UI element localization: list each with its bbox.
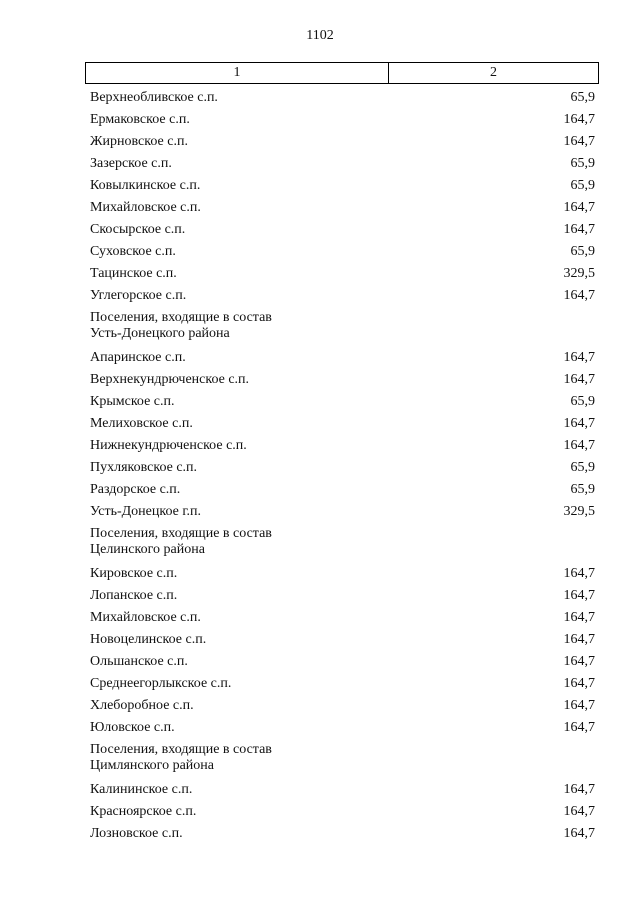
table-row: [90, 607, 595, 629]
table-row: [90, 673, 595, 695]
settlement-name: Ковылкинское с.п.: [90, 178, 201, 193]
settlement-value: 164,7: [563, 350, 595, 365]
table-row: [90, 131, 595, 153]
table-row: [90, 823, 595, 845]
settlement-value: 164,7: [563, 288, 595, 303]
settlement-name: Крымское с.п.: [90, 394, 175, 409]
settlement-name: Михайловское с.п.: [90, 200, 201, 215]
table-row: [90, 779, 595, 801]
table-header: [85, 62, 599, 84]
settlement-value: 329,5: [563, 504, 595, 519]
settlement-name: Кировское с.п.: [90, 566, 178, 581]
settlement-value: 164,7: [563, 632, 595, 647]
page-number: 1102: [306, 28, 334, 43]
table-row: [90, 629, 595, 651]
table-row: [90, 563, 595, 585]
table-row: [90, 413, 595, 435]
table-row: [90, 153, 595, 175]
settlement-name: Лозновское с.п.: [90, 826, 183, 841]
settlement-value: 329,5: [563, 266, 595, 281]
settlement-value: 164,7: [563, 112, 595, 127]
settlement-name: Красноярское с.п.: [90, 804, 197, 819]
table-row: [90, 501, 595, 523]
settlement-value: 65,9: [570, 244, 595, 259]
settlement-value: 164,7: [563, 222, 595, 237]
settlement-name: Новоцелинское с.п.: [90, 632, 207, 647]
settlement-name: Скосырское с.п.: [90, 222, 186, 237]
settlement-value: 65,9: [570, 460, 595, 475]
settlement-name: Верхнекундрюченское с.п.: [90, 372, 250, 387]
settlement-name: Усть-Донецкое г.п.: [90, 504, 201, 519]
settlement-value: 65,9: [570, 156, 595, 171]
settlement-value: 164,7: [563, 134, 595, 149]
settlement-value: 164,7: [563, 826, 595, 841]
table-row: [90, 695, 595, 717]
table-row: [90, 457, 595, 479]
group-heading-line2: Цимлянского района: [90, 758, 214, 773]
table-body: [90, 87, 595, 845]
table-row: [90, 479, 595, 501]
settlement-value: 65,9: [570, 394, 595, 409]
group-heading: [90, 523, 595, 563]
settlement-name: Среднеегорлыкское с.п.: [90, 676, 232, 691]
settlement-value: 164,7: [563, 416, 595, 431]
group-heading: [90, 739, 595, 779]
settlement-value: 65,9: [570, 482, 595, 497]
table-row: [90, 801, 595, 823]
group-heading-line1: Поселения, входящие в состав: [90, 526, 272, 541]
settlement-value: 164,7: [563, 438, 595, 453]
settlement-name: Пухляковское с.п.: [90, 460, 198, 475]
settlement-name: Юловское с.п.: [90, 720, 175, 735]
settlement-name: Михайловское с.п.: [90, 610, 201, 625]
settlement-name: Углегорское с.п.: [90, 288, 187, 303]
settlement-value: 164,7: [563, 200, 595, 215]
table-header-col1: 1: [86, 63, 389, 83]
table-row: [90, 175, 595, 197]
settlement-name: Тацинское с.п.: [90, 266, 177, 281]
settlement-name: Хлеборобное с.п.: [90, 698, 194, 713]
settlement-name: Зазерское с.п.: [90, 156, 172, 171]
settlement-name: Раздорское с.п.: [90, 482, 181, 497]
group-heading-line1: Поселения, входящие в состав: [90, 742, 272, 757]
table-row: [90, 347, 595, 369]
settlement-name: Суховское с.п.: [90, 244, 176, 259]
table-row: [90, 197, 595, 219]
settlement-name: Лопанское с.п.: [90, 588, 178, 603]
table-row: [90, 717, 595, 739]
settlement-value: 65,9: [570, 90, 595, 105]
settlement-name: Нижнекундрюченское с.п.: [90, 438, 247, 453]
group-heading-line1: Поселения, входящие в состав: [90, 310, 272, 325]
settlement-value: 164,7: [563, 610, 595, 625]
table-row: [90, 651, 595, 673]
table-row: [90, 263, 595, 285]
table-row: [90, 585, 595, 607]
settlement-value: 164,7: [563, 698, 595, 713]
settlement-name: Верхнеобливское с.п.: [90, 90, 218, 105]
settlement-value: 164,7: [563, 566, 595, 581]
settlement-name: Апаринское с.п.: [90, 350, 186, 365]
settlement-value: 164,7: [563, 588, 595, 603]
table-header-col2: 2: [490, 65, 497, 80]
group-heading-line2: Усть-Донецкого района: [90, 326, 230, 341]
settlement-name: Ольшанское с.п.: [90, 654, 188, 669]
settlement-value: 164,7: [563, 654, 595, 669]
table-row: [90, 219, 595, 241]
group-heading: [90, 307, 595, 347]
table-row: [90, 241, 595, 263]
settlement-name: Ермаковское с.п.: [90, 112, 190, 127]
settlement-value: 164,7: [563, 804, 595, 819]
settlement-value: 65,9: [570, 178, 595, 193]
settlement-value: 164,7: [563, 782, 595, 797]
table-row: [90, 369, 595, 391]
table-row: [90, 285, 595, 307]
table-row: [90, 109, 595, 131]
settlement-name: Жирновское с.п.: [90, 134, 188, 149]
settlement-value: 164,7: [563, 720, 595, 735]
settlement-value: 164,7: [563, 676, 595, 691]
table-row: [90, 391, 595, 413]
settlement-name: Калининское с.п.: [90, 782, 193, 797]
settlement-name: Мелиховское с.п.: [90, 416, 193, 431]
settlement-value: 164,7: [563, 372, 595, 387]
table-row: [90, 87, 595, 109]
group-heading-line2: Целинского района: [90, 542, 205, 557]
table-row: [90, 435, 595, 457]
